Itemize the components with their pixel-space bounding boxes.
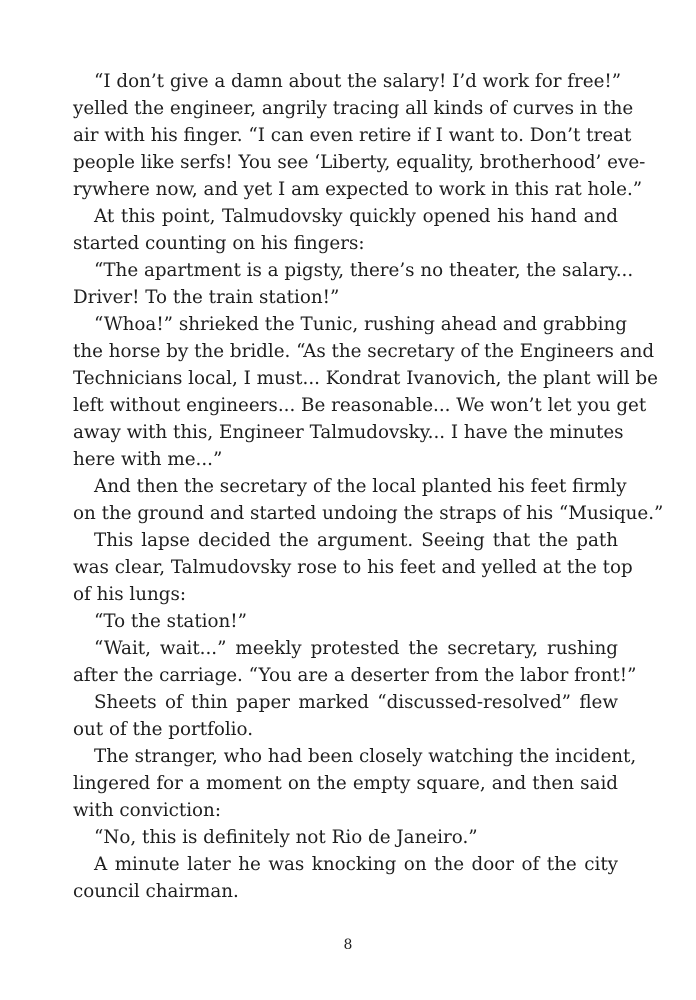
text-line: And then the secretary of the local planted his feet firmly (94, 476, 627, 497)
text-line: after the carriage. “You are a deserter from the labor front!” (73, 665, 637, 686)
text-line: was clear, Talmudovsky rose to his feet and yelled at the top (73, 557, 633, 578)
text-line: left without engineers... Be reasonable... We won’t let you get (73, 395, 647, 416)
text-line: of his lungs: (73, 584, 187, 605)
text-line: rywhere now, and yet I am expected to work in this rat hole.” (73, 179, 643, 200)
text-line: council chairman. (73, 881, 239, 902)
page-number: 8 (343, 937, 353, 953)
text-line: the horse by the bridle. “As the secretary of the Engineers and (73, 341, 655, 362)
text-line: The stranger, who had been closely watching the incident, (94, 746, 637, 767)
text-line: out of the portfolio. (73, 719, 254, 740)
text-line: “The apartment is a pigsty, there’s no theater, the salary... (94, 260, 634, 281)
text-line: here with me...” (73, 449, 223, 470)
text-line: lingered for a moment on the empty square, and then said (73, 773, 618, 794)
text-line: “Whoa!” shrieked the Tunic, rushing ahead and grabbing (94, 314, 627, 335)
text-line: away with this, Engineer Talmudovsky... I have the minutes (73, 422, 624, 443)
body-text (73, 68, 664, 905)
text-line: with conviction: (73, 800, 221, 821)
text-line: “I don’t give a damn about the salary! I’d work for free!” (94, 71, 622, 92)
text-line: This lapse decided the argument. Seeing that the path (94, 530, 618, 551)
text-line: “Wait, wait...” meekly protested the secretary, rushing (94, 638, 618, 659)
text-line: air with his finger. “I can even retire if I want to. Don’t treat (73, 125, 632, 146)
text-line: Driver! To the train station!” (73, 287, 340, 308)
text-line: started counting on his fingers: (73, 233, 365, 254)
text-line: “To the station!” (94, 611, 247, 632)
text-line: yelled the engineer, angrily tracing all kinds of curves in the (73, 98, 634, 119)
text-line: “No, this is definitely not Rio de Janeiro.” (94, 827, 478, 848)
text-line: Technicians local, I must... Kondrat Ivanovich, the plant will be (73, 368, 658, 389)
text-line: A minute later he was knocking on the door of the city (94, 854, 618, 875)
text-line: At this point, Talmudovsky quickly opened his hand and (94, 206, 618, 227)
text-line: Sheets of thin paper marked “discussed-resolved” flew (94, 692, 618, 713)
text-line: people like serfs! You see ‘Liberty, equality, brotherhood’ eve- (73, 152, 646, 173)
text-line: on the ground and started undoing the straps of his “Musique.” (73, 503, 664, 524)
